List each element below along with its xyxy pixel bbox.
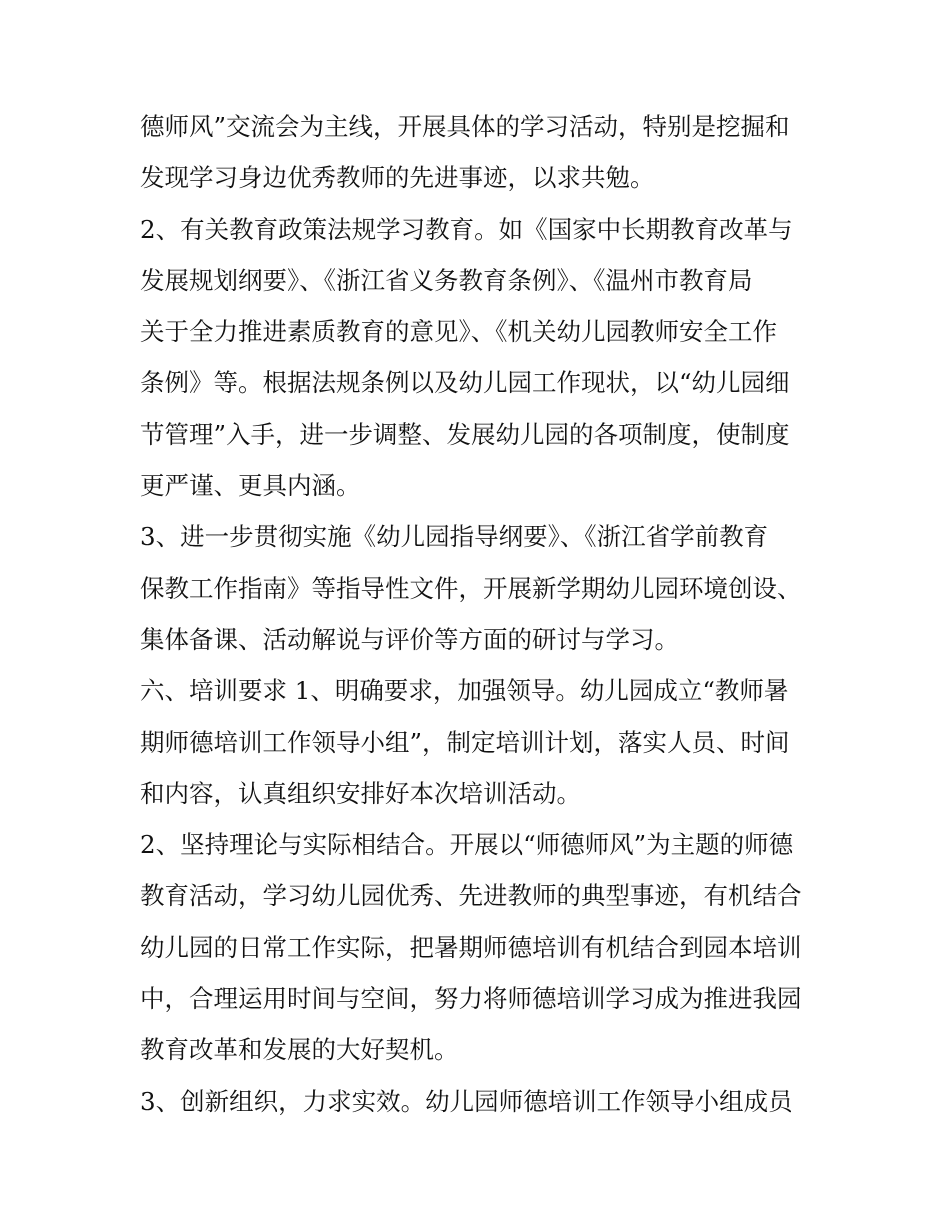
text-line: 更严谨、更具内涵。	[140, 471, 361, 501]
text-line: 和内容，认真组织安排好本次培训活动。	[140, 778, 581, 808]
document-body	[140, 101, 820, 1127]
text-line: 2、有关教育政策法规学习教育。如《国家中长期教育改革与	[140, 214, 793, 244]
text-line: 教育活动，学习幼儿园优秀、先进教师的典型事迹，有机结合	[140, 881, 802, 911]
text-line: 六、培训要求 1、明确要求，加强领导。幼儿园成立“教师暑	[140, 676, 789, 706]
text-line: 中，合理运用时间与空间，努力将师德培训学习成为推进我园	[140, 984, 802, 1014]
text-line: 节管理”入手，进一步调整、发展幼儿园的各项制度，使制度	[140, 419, 790, 449]
text-line: 3、创新组织，力求实效。幼儿园师德培训工作领导小组成员	[140, 1086, 793, 1116]
text-line: 期师德培训工作领导小组”，制定培训计划，落实人员、时间	[140, 727, 790, 757]
text-line: 幼儿园的日常工作实际，把暑期师德培训有机结合到园本培训	[140, 932, 802, 962]
text-line: 集体备课、活动解说与评价等方面的研讨与学习。	[140, 624, 679, 654]
text-line: 2、坚持理论与实际相结合。开展以“师德师风”为主题的师德	[140, 830, 794, 860]
text-line: 条例》等。根据法规条例以及幼儿园工作现状，以“幼儿园细	[140, 368, 790, 398]
text-line: 教育改革和发展的大好契机。	[140, 1035, 459, 1065]
text-line: 保教工作指南》等指导性文件，开展新学期幼儿园环境创设、	[140, 573, 802, 603]
text-line: 德师风”交流会为主线，开展具体的学习活动，特别是挖掘和	[140, 112, 790, 141]
text-line: 3、进一步贯彻实施《幼儿园指导纲要》、《浙江省学前教育	[140, 522, 769, 552]
text-line: 发展规划纲要》、《浙江省义务教育条例》、《温州市教育局	[140, 265, 753, 295]
text-line: 关于全力推进素质教育的意见》、《机关幼儿园教师安全工作	[140, 317, 777, 347]
text-line: 发现学习身边优秀教师的先进事迹，以求共勉。	[140, 163, 655, 193]
